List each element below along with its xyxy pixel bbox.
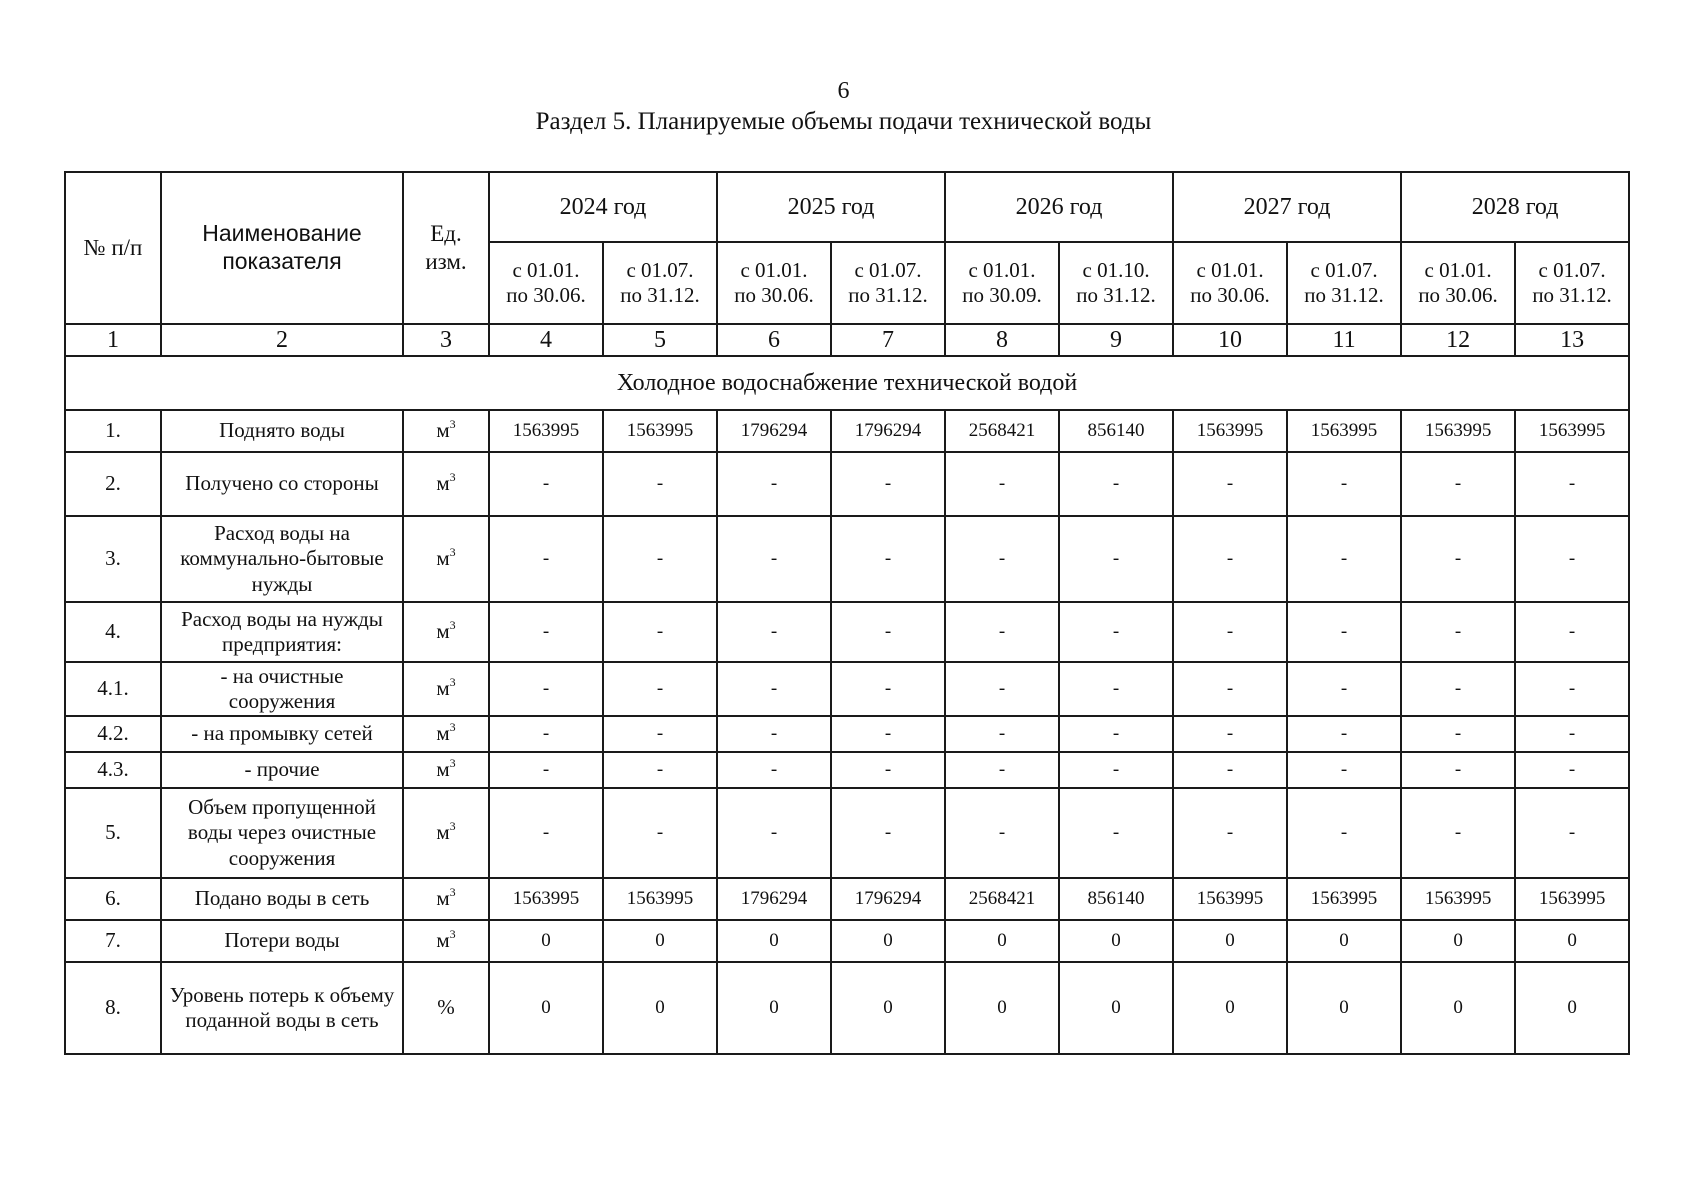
row-value: - xyxy=(945,602,1059,662)
row-value: - xyxy=(1287,752,1401,788)
column-index: 7 xyxy=(831,324,945,356)
header-year: 2027 год xyxy=(1173,172,1401,242)
period-end: по 31.12. xyxy=(848,283,928,307)
unit-base: м xyxy=(436,676,450,701)
row-value: 1563995 xyxy=(603,410,717,452)
row-number: 6. xyxy=(65,878,161,920)
table-row xyxy=(65,752,1629,788)
row-value: 1796294 xyxy=(717,878,831,920)
row-value: - xyxy=(603,602,717,662)
row-value: - xyxy=(1287,716,1401,752)
unit-base: м xyxy=(436,757,450,782)
row-value: - xyxy=(1059,662,1173,716)
period-start: с 01.10. xyxy=(1082,257,1150,282)
unit-exponent: 3 xyxy=(449,720,456,735)
row-indicator-name: Поднято воды xyxy=(161,410,403,452)
row-value: - xyxy=(831,516,945,602)
row-value: 0 xyxy=(1173,962,1287,1054)
unit-base: % xyxy=(437,995,455,1020)
row-value: 856140 xyxy=(1059,410,1173,452)
row-unit xyxy=(403,920,489,962)
row-number: 1. xyxy=(65,410,161,452)
row-value: - xyxy=(489,516,603,602)
row-value: - xyxy=(489,716,603,752)
unit-base: м xyxy=(436,886,450,911)
table-header xyxy=(65,172,1629,356)
header-row-years xyxy=(65,172,1629,242)
row-indicator-name: Получено со стороны xyxy=(161,452,403,516)
row-indicator-name: Уровень потерь к объему поданной воды в сеть xyxy=(161,962,403,1054)
row-number: 4. xyxy=(65,602,161,662)
row-value: - xyxy=(603,752,717,788)
row-value: - xyxy=(717,516,831,602)
row-value: - xyxy=(831,602,945,662)
column-index: 6 xyxy=(717,324,831,356)
period-start: с 01.07. xyxy=(1310,257,1378,282)
row-value: 0 xyxy=(1059,962,1173,1054)
row-number: 4.3. xyxy=(65,752,161,788)
header-period xyxy=(945,242,1059,324)
row-indicator-name: Подано воды в сеть xyxy=(161,878,403,920)
row-value: - xyxy=(603,716,717,752)
period-end: по 31.12. xyxy=(1076,283,1156,307)
row-value: - xyxy=(1401,788,1515,878)
row-value: - xyxy=(1515,602,1629,662)
row-value: 0 xyxy=(945,920,1059,962)
row-value: 856140 xyxy=(1059,878,1173,920)
table-row xyxy=(65,920,1629,962)
row-value: 0 xyxy=(1515,920,1629,962)
row-value: 0 xyxy=(603,920,717,962)
unit-base: м xyxy=(436,546,450,571)
row-value: - xyxy=(1173,716,1287,752)
row-value: 0 xyxy=(1515,962,1629,1054)
table-row xyxy=(65,516,1629,602)
column-index: 11 xyxy=(1287,324,1401,356)
row-value: - xyxy=(1287,602,1401,662)
header-period xyxy=(1401,242,1515,324)
row-number: 3. xyxy=(65,516,161,602)
row-value: - xyxy=(489,602,603,662)
column-index: 13 xyxy=(1515,324,1629,356)
row-value: - xyxy=(1173,452,1287,516)
unit-exponent: 3 xyxy=(449,756,456,771)
row-value: - xyxy=(1401,752,1515,788)
row-value: - xyxy=(603,452,717,516)
column-index: 5 xyxy=(603,324,717,356)
row-value: - xyxy=(1515,452,1629,516)
row-value: 1563995 xyxy=(1515,878,1629,920)
column-index: 4 xyxy=(489,324,603,356)
unit-base: м xyxy=(436,820,450,845)
row-value: - xyxy=(1059,602,1173,662)
row-value: 0 xyxy=(1173,920,1287,962)
row-number: 5. xyxy=(65,788,161,878)
period-end: по 30.06. xyxy=(1190,283,1270,307)
row-value: - xyxy=(717,662,831,716)
unit-base: м xyxy=(436,928,450,953)
period-end: по 30.09. xyxy=(962,283,1042,307)
table-body xyxy=(65,356,1629,1054)
row-number: 8. xyxy=(65,962,161,1054)
page-title: Раздел 5. Планируемые объемы подачи технической воды xyxy=(535,108,1152,135)
period-start: с 01.01. xyxy=(512,257,580,282)
header-period xyxy=(1173,242,1287,324)
row-value: 1563995 xyxy=(1173,410,1287,452)
section-title: Холодное водоснабжение технической водой xyxy=(65,356,1629,410)
row-value: - xyxy=(1173,602,1287,662)
unit-base: м xyxy=(436,619,450,644)
row-value: 0 xyxy=(717,920,831,962)
row-value: - xyxy=(945,716,1059,752)
row-unit xyxy=(403,602,489,662)
period-start: с 01.07. xyxy=(1538,257,1606,282)
row-unit xyxy=(403,662,489,716)
row-unit xyxy=(403,716,489,752)
header-year: 2026 год xyxy=(945,172,1173,242)
row-value: - xyxy=(717,452,831,516)
row-value: 0 xyxy=(1059,920,1173,962)
header-period xyxy=(1515,242,1629,324)
period-start: с 01.01. xyxy=(740,257,808,282)
period-start: с 01.01. xyxy=(1424,257,1492,282)
row-value: - xyxy=(1059,516,1173,602)
header-period xyxy=(1059,242,1173,324)
planned-volumes-table xyxy=(64,171,1630,1055)
column-index: 2 xyxy=(161,324,403,356)
row-value: - xyxy=(489,452,603,516)
row-value: - xyxy=(1059,452,1173,516)
header-year: 2025 год xyxy=(717,172,945,242)
row-unit xyxy=(403,788,489,878)
table-row xyxy=(65,662,1629,716)
header-name: Наименование показателя xyxy=(161,172,403,324)
header-year: 2028 год xyxy=(1401,172,1629,242)
row-value: - xyxy=(1287,452,1401,516)
row-value: 0 xyxy=(831,962,945,1054)
row-value: - xyxy=(603,788,717,878)
row-value: - xyxy=(1515,788,1629,878)
row-number: 4.1. xyxy=(65,662,161,716)
row-value: - xyxy=(945,788,1059,878)
unit-exponent: 3 xyxy=(449,885,456,900)
row-value: - xyxy=(831,662,945,716)
row-value: - xyxy=(945,516,1059,602)
row-value: 0 xyxy=(1287,962,1401,1054)
unit-exponent: 3 xyxy=(449,545,456,560)
row-value: - xyxy=(717,788,831,878)
column-index: 1 xyxy=(65,324,161,356)
row-value: 1796294 xyxy=(831,878,945,920)
row-value: 2568421 xyxy=(945,878,1059,920)
row-unit xyxy=(403,962,489,1054)
row-indicator-name: - на промывку сетей xyxy=(161,716,403,752)
page-number: 6 xyxy=(837,78,850,104)
row-value: 0 xyxy=(489,920,603,962)
unit-exponent: 3 xyxy=(449,927,456,942)
period-end: по 31.12. xyxy=(620,283,700,307)
row-value: - xyxy=(603,516,717,602)
unit-exponent: 3 xyxy=(449,675,456,690)
period-start: с 01.01. xyxy=(968,257,1036,282)
column-index: 12 xyxy=(1401,324,1515,356)
header-year: 2024 год xyxy=(489,172,717,242)
row-value: - xyxy=(945,752,1059,788)
unit-base: м xyxy=(436,721,450,746)
row-value: - xyxy=(1287,516,1401,602)
row-value: 0 xyxy=(831,920,945,962)
period-end: по 31.12. xyxy=(1532,283,1612,307)
unit-exponent: 3 xyxy=(449,819,456,834)
row-value: - xyxy=(1515,662,1629,716)
row-value: 1796294 xyxy=(831,410,945,452)
row-value: - xyxy=(1173,516,1287,602)
column-index: 9 xyxy=(1059,324,1173,356)
row-value: 1563995 xyxy=(1287,878,1401,920)
row-value: - xyxy=(1173,788,1287,878)
row-value: - xyxy=(1401,662,1515,716)
row-value: - xyxy=(945,452,1059,516)
period-start: с 01.07. xyxy=(854,257,922,282)
row-value: 1563995 xyxy=(1401,878,1515,920)
row-value: - xyxy=(1515,716,1629,752)
row-unit xyxy=(403,452,489,516)
row-value: - xyxy=(489,788,603,878)
table-row xyxy=(65,962,1629,1054)
table-row xyxy=(65,878,1629,920)
row-value: 1563995 xyxy=(489,410,603,452)
row-value: - xyxy=(1401,516,1515,602)
period-end: по 31.12. xyxy=(1304,283,1384,307)
unit-exponent: 3 xyxy=(449,618,456,633)
row-value: - xyxy=(831,716,945,752)
row-value: 1563995 xyxy=(1173,878,1287,920)
table-row xyxy=(65,602,1629,662)
row-value: - xyxy=(1287,788,1401,878)
unit-base: м xyxy=(436,418,450,443)
row-value: - xyxy=(1059,788,1173,878)
row-unit xyxy=(403,516,489,602)
column-index: 10 xyxy=(1173,324,1287,356)
row-value: - xyxy=(717,752,831,788)
header-row-column-indices xyxy=(65,324,1629,356)
row-value: 1563995 xyxy=(1515,410,1629,452)
row-value: - xyxy=(717,602,831,662)
column-index: 8 xyxy=(945,324,1059,356)
row-indicator-name: - прочие xyxy=(161,752,403,788)
unit-exponent: 3 xyxy=(449,470,456,485)
period-end: по 30.06. xyxy=(1418,283,1498,307)
row-value: 0 xyxy=(717,962,831,1054)
row-indicator-name: Расход воды на нужды предприятия: xyxy=(161,602,403,662)
row-value: - xyxy=(1515,516,1629,602)
row-value: 0 xyxy=(489,962,603,1054)
row-unit xyxy=(403,410,489,452)
row-value: 1563995 xyxy=(489,878,603,920)
row-value: - xyxy=(1401,452,1515,516)
row-value: - xyxy=(489,752,603,788)
row-number: 7. xyxy=(65,920,161,962)
row-value: - xyxy=(1059,716,1173,752)
table-row xyxy=(65,716,1629,752)
table-row xyxy=(65,410,1629,452)
section-row xyxy=(65,356,1629,410)
row-unit xyxy=(403,878,489,920)
row-value: - xyxy=(1401,716,1515,752)
row-value: - xyxy=(831,788,945,878)
unit-exponent: 3 xyxy=(449,417,456,432)
row-value: - xyxy=(1515,752,1629,788)
row-indicator-name: Объем пропущенной воды через очистные сооружения xyxy=(161,788,403,878)
header-num: № п/п xyxy=(65,172,161,324)
row-value: 1563995 xyxy=(1287,410,1401,452)
row-value: 0 xyxy=(1401,920,1515,962)
row-value: - xyxy=(1287,662,1401,716)
row-value: - xyxy=(717,716,831,752)
header-period xyxy=(717,242,831,324)
row-value: - xyxy=(1059,752,1173,788)
row-value: - xyxy=(603,662,717,716)
header-period xyxy=(831,242,945,324)
row-value: 0 xyxy=(945,962,1059,1054)
table-row xyxy=(65,452,1629,516)
period-end: по 30.06. xyxy=(506,283,586,307)
row-value: - xyxy=(1401,602,1515,662)
row-number: 2. xyxy=(65,452,161,516)
row-indicator-name: - на очистные сооружения xyxy=(161,662,403,716)
row-value: 0 xyxy=(1401,962,1515,1054)
row-unit xyxy=(403,752,489,788)
row-number: 4.2. xyxy=(65,716,161,752)
row-value: - xyxy=(945,662,1059,716)
row-value: 1796294 xyxy=(717,410,831,452)
row-value: - xyxy=(831,452,945,516)
row-indicator-name: Расход воды на коммунально-бытовые нужды xyxy=(161,516,403,602)
row-indicator-name: Потери воды xyxy=(161,920,403,962)
header-period xyxy=(489,242,603,324)
row-value: - xyxy=(1173,662,1287,716)
row-value: 1563995 xyxy=(603,878,717,920)
period-end: по 30.06. xyxy=(734,283,814,307)
header-period xyxy=(603,242,717,324)
row-value: 0 xyxy=(603,962,717,1054)
column-index: 3 xyxy=(403,324,489,356)
header-unit: Ед. изм. xyxy=(403,172,489,324)
unit-base: м xyxy=(436,471,450,496)
period-start: с 01.07. xyxy=(626,257,694,282)
row-value: 0 xyxy=(1287,920,1401,962)
row-value: 1563995 xyxy=(1401,410,1515,452)
row-value: - xyxy=(831,752,945,788)
row-value: 2568421 xyxy=(945,410,1059,452)
row-value: - xyxy=(1173,752,1287,788)
row-value: - xyxy=(489,662,603,716)
header-period xyxy=(1287,242,1401,324)
period-start: с 01.01. xyxy=(1196,257,1264,282)
table-row xyxy=(65,788,1629,878)
